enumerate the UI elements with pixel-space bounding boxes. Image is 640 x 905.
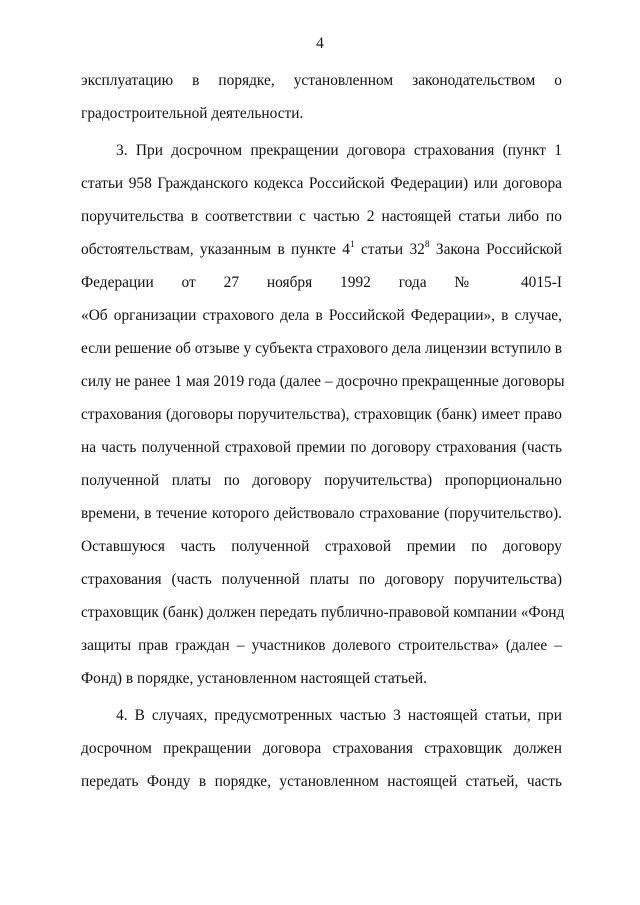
text-line: эксплуатацию в порядке, установленном законодательством о — [81, 72, 562, 89]
text-segment: обстоятельствам, указанным в пункте 4 — [81, 241, 350, 258]
text-line: страховщик (банк) должен передать публично-правовой компании «Фонд — [81, 604, 565, 621]
text-line: Фонд) в порядке, установленном настоящей статьей. — [81, 670, 427, 687]
text-line: передать Фонду в порядке, установленном настоящей статьей, часть — [81, 773, 562, 790]
superscript: 1 — [349, 239, 355, 250]
text-line-with-superscripts — [81, 240, 562, 260]
text-line: статьи 958 Гражданского кодекса Российской Федерации) или договора — [81, 175, 562, 192]
text-line: поручительства в соответствии с частью 2 настоящей статьи либо по — [81, 208, 562, 225]
text-line: Федерации от 27 ноября 1992 года № 4015-I — [81, 274, 562, 291]
text-line: полученной платы по договору поручительства) пропорционально — [81, 472, 562, 489]
paragraph-start-line: 3. При досрочном прекращении договора страхования (пункт 1 — [116, 142, 562, 159]
paragraph-start-line: 4. В случаях, предусмотренных частью 3 настоящей статьи, при — [116, 707, 562, 724]
page-number: 4 — [316, 35, 324, 52]
text-line: страхования (часть полученной платы по договору поручительства) — [81, 571, 562, 588]
text-line: времени, в течение которого действовало страхование (поручительство). — [81, 505, 562, 522]
text-line: защиты прав граждан – участников долевого строительства» (далее – — [81, 637, 562, 654]
text-segment: статьи 32 — [354, 241, 425, 258]
text-line: силу не ранее 1 мая 2019 года (далее – досрочно прекращенные договоры — [81, 373, 565, 390]
superscript: 8 — [424, 239, 430, 250]
text-segment: Закона Российской — [429, 241, 562, 258]
text-line: Оставшуюся часть полученной страховой премии по договору — [81, 538, 562, 555]
text-line: если решение об отзыве у субъекта страхового дела лицензии вступило в — [81, 340, 562, 357]
text-line: градостроительной деятельности. — [81, 105, 304, 122]
text-line: на часть полученной страховой премии по договору страхования (часть — [81, 439, 562, 456]
text-line: досрочном прекращении договора страхования страховщик должен — [81, 740, 562, 757]
text-line: «Об организации страхового дела в Российской Федерации», в случае, — [81, 307, 562, 324]
text-line: страхования (договоры поручительства), страховщик (банк) имеет право — [81, 406, 562, 423]
